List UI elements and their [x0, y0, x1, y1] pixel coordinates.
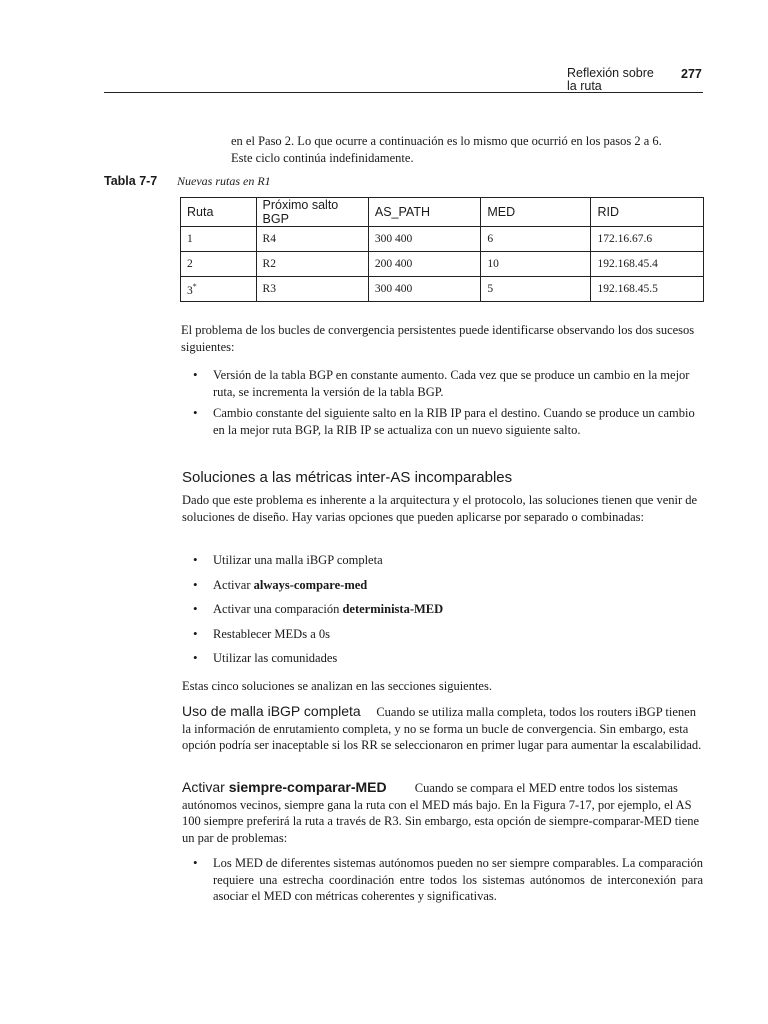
list-item-bold-text: always-compare-med — [253, 577, 368, 592]
column-header-next-hop: Próximo salto BGP — [256, 198, 368, 227]
section-paragraph: Dado que este problema es inherente a la arquitectura y el protocolo, las soluciones tienen que venir de soluciones de diseño. Hay varias opciones que pueden aplicarse por separado o combinadas: — [182, 493, 698, 524]
cell-ruta — [181, 277, 257, 302]
bullet-icon: • — [193, 367, 198, 382]
cell-rid: 192.168.45.5 — [591, 277, 704, 302]
list-item-text: Utilizar las comunidades — [213, 651, 338, 665]
always-compare-text: Cuando se compara el MED entre todos los sistemas autónomos vecinos, siempre gana la ruta con el MED más bajo. En la Figura 7-17, por ejemplo, el AS 100 siempre preferirá la ruta a través de R3. Sin embargo, esta opción de siempre-comparar-MED tiene un par de problemas: — [182, 781, 700, 845]
list-item-text: Activar — [213, 577, 254, 592]
column-header-med: MED — [481, 198, 591, 227]
table-caption: Nuevas rutas en R1 — [177, 174, 271, 188]
cell-next-hop: R2 — [256, 252, 368, 277]
cell-as-path: 300 400 — [368, 277, 480, 302]
symptom-list — [181, 367, 703, 443]
list-item-text: Utilizar una malla iBGP completa — [213, 553, 383, 567]
cell-ruta: 2 — [181, 252, 257, 277]
list-item — [181, 367, 703, 400]
cell-as-path: 300 400 — [368, 227, 480, 252]
cell-next-hop: R4 — [256, 227, 368, 252]
table-row — [181, 252, 704, 277]
continuation-paragraph: en el Paso 2. Lo que ocurre a continuación es lo mismo que ocurrió en los pasos 2 a 6. Este ciclo continúa indefinidamente. — [231, 134, 662, 165]
always-compare-heading-prefix: Activar — [182, 779, 229, 795]
cell-med: 6 — [481, 227, 591, 252]
column-header-ruta: Ruta — [181, 198, 257, 227]
solutions-followup: Estas cinco soluciones se analizan en las secciones siguientes. — [182, 679, 492, 693]
routes-table — [180, 197, 704, 302]
bullet-icon: • — [193, 405, 198, 420]
intro-paragraph: El problema de los bucles de convergencia persistentes puede identificarse observando los dos sucesos siguientes: — [181, 323, 695, 354]
list-item — [181, 855, 703, 905]
bullet-icon: • — [193, 855, 198, 870]
always-compare-heading-bold: siempre-comparar-MED — [228, 779, 387, 795]
bullet-icon: • — [193, 650, 198, 665]
cell-med: 10 — [481, 252, 591, 277]
mesh-subsection — [182, 703, 704, 754]
page-number: 277 — [681, 67, 702, 81]
section-heading: Soluciones a las métricas inter-AS incomparables — [182, 469, 513, 486]
list-item — [181, 405, 703, 438]
list-item-text: Cambio constante del siguiente salto en la RIB IP para el destino. Cuando se produce un cambio en la mejor ruta BGP, la RIB IP se actualiza con un nuevo siguiente salto. — [213, 406, 695, 437]
problems-list — [181, 855, 703, 905]
bullet-icon: • — [193, 576, 198, 592]
list-item-text: Los MED de diferentes sistemas autónomos pueden no ser siempre comparables. La comparación requiere una estrecha coordinación entre todos los sistemas autónomos de interconexión para asociar el MED con métricas coherentes y significativas. — [213, 856, 703, 903]
running-header-title: Reflexión sobre la ruta — [567, 66, 654, 93]
column-header-rid: RID — [591, 198, 704, 227]
mesh-text: Cuando se utiliza malla completa, todos los routers iBGP tienen la información de enrutamiento completa, y no se forma un bucle de convergencia. Sin embargo, esta opción podría ser inaceptable si los RR se seleccionaron en primer lugar para aumentar la escalabilidad. — [182, 705, 702, 752]
list-item — [181, 601, 703, 626]
cell-ruta: 1 — [181, 227, 257, 252]
solutions-list — [181, 552, 703, 675]
always-compare-heading — [182, 779, 387, 795]
table-label: Tabla 7-7 — [104, 174, 158, 188]
cell-ruta-value: 3 — [187, 284, 193, 297]
list-item — [181, 577, 703, 602]
list-item-text: Restablecer MEDs a 0s — [213, 626, 330, 641]
header-rule — [104, 92, 703, 93]
list-item-text: Versión de la tabla BGP en constante aumento. Cada vez que se produce un cambio en la mejor ruta, se incrementa la versión de la tabla BGP. — [213, 368, 690, 399]
cell-as-path: 200 400 — [368, 252, 480, 277]
bullet-icon: • — [193, 601, 198, 616]
table-header-row — [181, 198, 704, 227]
table-row — [181, 277, 704, 302]
bullet-icon: • — [193, 625, 198, 641]
list-item — [181, 626, 703, 651]
column-header-as-path: AS_PATH — [368, 198, 480, 227]
list-item-text: Activar una comparación — [213, 602, 343, 616]
mesh-heading: Uso de malla iBGP completa — [182, 703, 361, 719]
bullet-icon: • — [193, 552, 198, 567]
cell-med: 5 — [481, 277, 591, 302]
table-row — [181, 227, 704, 252]
list-item-bold-text: determinista-MED — [342, 602, 444, 616]
list-item — [181, 552, 703, 577]
cell-next-hop: R3 — [256, 277, 368, 302]
preferred-route-marker: * — [192, 281, 197, 291]
always-compare-subsection — [182, 779, 704, 846]
cell-rid: 192.168.45.4 — [591, 252, 704, 277]
cell-rid: 172.16.67.6 — [591, 227, 704, 252]
list-item — [181, 650, 703, 675]
